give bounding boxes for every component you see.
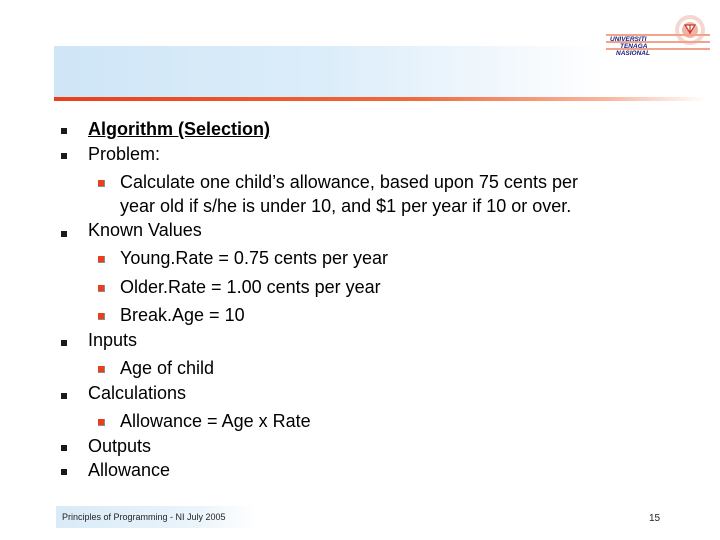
calculation-formula: Allowance = Age x Rate xyxy=(120,411,311,431)
problem-line-2: year old if s/he is under 10, and $1 per year if 10 or over. xyxy=(120,196,572,216)
sub-bullet-icon xyxy=(98,313,105,320)
input-age-of-child: Age of child xyxy=(120,358,215,378)
logo-text-line1: UNIVERSITI xyxy=(610,36,647,43)
bullet-icon xyxy=(61,153,67,159)
header-rule xyxy=(54,97,706,101)
output-allowance: Allowance xyxy=(88,460,171,480)
known-value-young-rate: Young.Rate = 0.75 cents per year xyxy=(120,248,389,268)
logo-text-line2: TENAGA xyxy=(620,43,648,50)
bullet-icon xyxy=(61,445,67,451)
sub-bullet-icon xyxy=(98,366,105,373)
university-logo xyxy=(606,14,710,60)
known-values-label: Known Values xyxy=(88,220,202,240)
sub-bullet-icon xyxy=(98,256,105,263)
page-number: 15 xyxy=(649,513,661,524)
slide-title: Algorithm (Selection) xyxy=(88,119,271,139)
footer-text: Principles of Programming - NI July 2005 xyxy=(62,512,226,522)
sub-bullet-icon xyxy=(98,419,105,426)
logo-emblem-icon xyxy=(675,15,705,45)
problem-line-1: Calculate one child’s allowance, based upon 75 cents per xyxy=(120,172,578,192)
inputs-label: Inputs xyxy=(88,330,138,350)
bullet-icon xyxy=(61,469,67,475)
logo-text-line3: NASIONAL xyxy=(616,50,650,57)
bullet-icon xyxy=(61,393,67,399)
problem-label: Problem: xyxy=(88,144,161,164)
sub-bullet-icon xyxy=(98,180,105,187)
sub-bullet-icon xyxy=(98,285,105,292)
bullet-icon xyxy=(61,231,67,237)
bullet-icon xyxy=(61,340,67,346)
known-value-break-age: Break.Age = 10 xyxy=(120,305,245,325)
calculations-label: Calculations xyxy=(88,383,187,403)
bullet-icon xyxy=(61,128,67,134)
outputs-label: Outputs xyxy=(88,436,152,456)
header-band xyxy=(54,46,604,98)
known-value-older-rate: Older.Rate = 1.00 cents per year xyxy=(120,277,381,297)
